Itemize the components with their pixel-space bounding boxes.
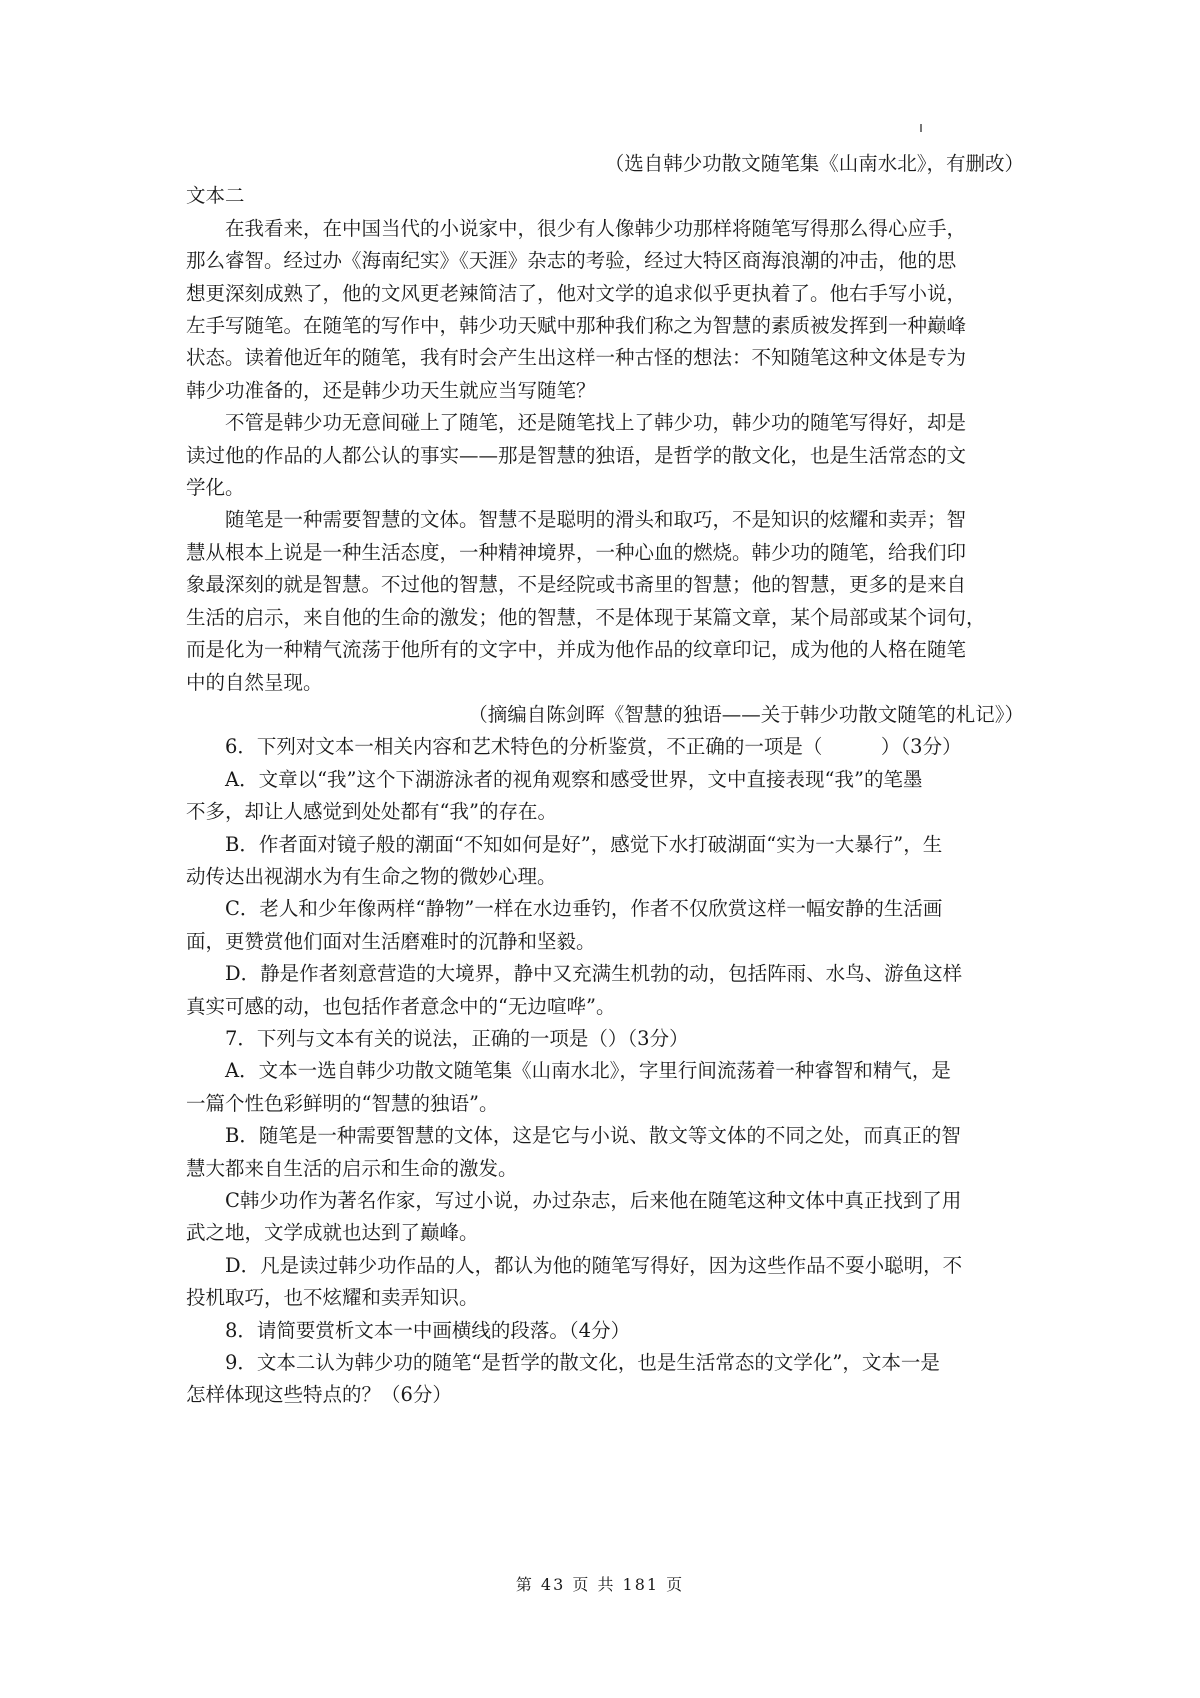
page-footer: 第 43 页 共 181 页: [515, 1575, 685, 1594]
scan-mark: [920, 124, 922, 132]
question-9: 9．文本二认为韩少功的随笔“是哲学的散文化，也是生活常态的文学化”，文本一是 怎样体现这些特点的？（6分）: [186, 1351, 940, 1407]
paragraph-1: 在我看来，在中国当代的小说家中，很少有人像韩少功那样将随笔写得那么得心应手， 那么睿智。经过办《海南纪实》《天涯》杂志的考验，经过大特区商海浪潮的冲击，他的思 想更深刻成熟了，他的文风更老辣简洁了，他对文学的追求似乎更执着了。他右手写小说， 左手写随笔。在随笔的写作中，韩少功天赋中那种我们称之为智慧的素质被发挥到一种巅峰 状态。读着他近年的随笔，我有时会产生出这样一种古怪的想法：不知随笔这种文体是专为 韩少功准备的，还是韩少功天生就应当写随笔？: [186, 216, 967, 402]
question-6-option-c: C．老人和少年像两样“静物”一样在水边垂钓，作者不仅欣赏这样一幅安静的生活画 面，更赞赏他们面对生活磨难时的沉静和坚毅。: [186, 897, 943, 953]
text2-heading: 文本二: [186, 184, 245, 208]
paragraph-3: 随笔是一种需要智慧的文体。智慧不是聪明的滑头和取巧，不是知识的炫耀和卖弄；智 慧从根本上说是一种生活态度，一种精神境界，一种心血的燃烧。韩少功的随笔，给我们印 象最深刻的就是智慧。不过他的智慧，不是经院或书斋里的智慧；他的智慧，更多的是来自 生活的启示，来自他的生命的激发；他的智慧，不是体现于某篇文章，某个局部或某个词句， 而是化为一种精气流荡于他所有的文字中，并成为他作品的纹章印记，成为他的人格在随笔 中的自然呈现。: [186, 508, 986, 694]
question-6-option-a: A．文章以“我”这个下湖游泳者的视角观察和感受世界，文中直接表现“我”的笔墨 不多，却让人感觉到处处都有“我”的存在。: [186, 767, 923, 824]
source-citation-1: （选自韩少功散文随笔集《山南水北》，有删改）: [604, 152, 1024, 175]
question-8: 8．请简要赏析文本一中画横线的段落。（4分）: [225, 1318, 631, 1342]
question-6-option-d: D．静是作者刻意营造的大境界，静中又充满生机勃的动，包括阵雨、水鸟、游鱼这样 真实可感的动，也包括作者意念中的“无边喧哗”。: [186, 962, 963, 1018]
question-7-option-b: B．随笔是一种需要智慧的文体，这是它与小说、散文等文体的不同之处，而真正的智 慧大都来自生活的启示和生命的激发。: [186, 1124, 961, 1180]
paragraph-2: 不管是韩少功无意间碰上了随笔，还是随笔找上了韩少功，韩少功的随笔写得好，却是 读过他的作品的人都公认的事实——那是智慧的独语，是哲学的散文化，也是生活常态的文 学化。: [186, 411, 967, 500]
content: [186, 148, 1024, 1412]
question-6: 6．下列对文本一相关内容和艺术特色的分析鉴赏，不正确的一项是（ ）（3分）: [225, 735, 962, 759]
question-6-option-b: B．作者面对镜子般的潮面“不知如何是好”，感觉下水打破湖面“实为一大暴行”，生 动传达出视湖水为有生命之物的微妙心理。: [186, 832, 943, 888]
question-7-option-c: C韩少功作为著名作家，写过小说，办过杂志，后来他在随笔这种文体中真正找到了用 武之地，文学成就也达到了巅峰。: [186, 1189, 962, 1245]
source-citation-2: （摘编自陈剑晖《智慧的独语——关于韩少功散文随笔的札记》）: [468, 702, 1024, 726]
question-7-option-d: D．凡是读过韩少功作品的人，都认为他的随笔写得好，因为这些作品不耍小聪明，不 投机取巧，也不炫耀和卖弄知识。: [186, 1253, 963, 1310]
question-7-option-a: A．文本一选自韩少功散文随笔集《山南水北》，字里行间流荡着一种睿智和精气，是 一篇个性色彩鲜明的“智慧的独语”。: [186, 1059, 951, 1115]
question-7: 7．下列与文本有关的说法，正确的一项是（）（3分）: [225, 1026, 689, 1050]
